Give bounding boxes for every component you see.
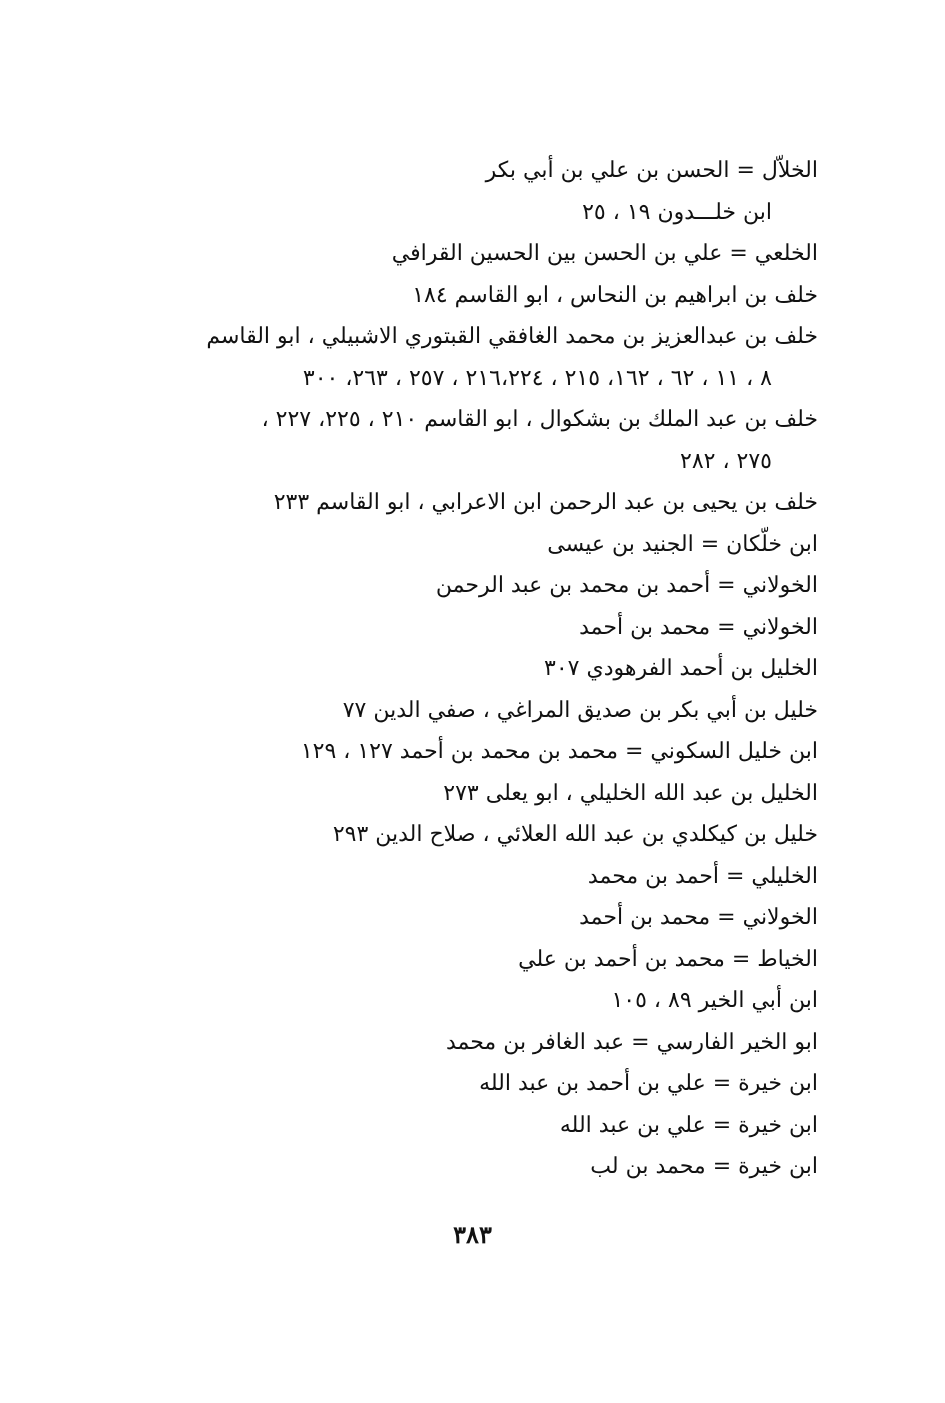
index-entry: ابن خليل السكوني = محمد بن محمد بن أحمد ١٢٧ ، ١٢٩ xyxy=(300,739,818,764)
index-entry: الخولاني = محمد بن أحمد xyxy=(579,614,818,640)
index-entry: الخليل بن عبد الله الخليلي ، ابو يعلى ٢٧٣ xyxy=(443,780,818,806)
index-entry: ابن خلّكان = الجنيد بن عيسى xyxy=(547,531,818,557)
index-entry: الخولاني = أحمد بن محمد بن عبد الرحمن xyxy=(435,573,818,598)
index-entry: خلف بن عبد الملك بن بشكوال ، ابو القاسم ٢١٠ ، ٢٢٥، ٢٢٧ ، xyxy=(261,407,818,432)
index-entries xyxy=(150,150,818,1188)
index-entry: الخليلي = أحمد بن محمد xyxy=(587,863,818,889)
index-entry: الخليل بن أحمد الفرهودي ٣٠٧ xyxy=(544,656,818,681)
index-entry: خليل بن أبي بكر بن صديق المراغي ، صفي الدين ٧٧ xyxy=(342,697,818,723)
index-entry: ابن خيرة = علي بن أحمد بن عبد الله xyxy=(479,1071,818,1096)
index-entry: ابن خيرة = محمد بن لب xyxy=(590,1154,818,1179)
index-entry-continuation: ٨ ، ١١ ، ٦٢ ، ١٦٢، ٢١٥ ، ٢١٦،٢٢٤ ، ٢٥٧ ، ٢٦٣، ٣٠٠ xyxy=(302,365,772,391)
index-entry: خلف بن ابراهيم بن النحاس ، ابو القاسم ١٨٤ xyxy=(412,282,818,308)
index-entry: الخولاني = محمد بن أحمد xyxy=(579,905,818,930)
index-entry: ابن خيرة = علي بن عبد الله xyxy=(559,1112,818,1138)
index-entry: ابن خلـــدون ١٩ ، ٢٥ xyxy=(582,199,772,225)
index-entry: خلف بن يحيى بن عبد الرحمن ابن الاعرابي ، ابو القاسم ٢٣٣ xyxy=(273,490,818,515)
index-entry: ابو الخير الفارسي = عبد الغافر بن محمد xyxy=(445,1029,818,1055)
index-entry-continuation: ٢٧٥ ، ٢٨٢ xyxy=(680,448,772,474)
index-entry: الخلاّل = الحسن بن علي بن أبي بكر xyxy=(485,158,818,183)
index-entry: خليل بن كيكلدي بن عبد الله العلائي ، صلاح الدين ٢٩٣ xyxy=(332,822,818,847)
index-entry: الخلعي = علي بن الحسن بين الحسين القرافي xyxy=(391,241,818,266)
index-entry: خلف بن عبدالعزيز بن محمد الغافقي القبتوري الاشبيلي ، ابو القاسم xyxy=(206,324,818,349)
page-number: ٣٨٣ xyxy=(453,1220,492,1249)
index-entry: ابن أبي الخير ٨٩ ، ١٠٥ xyxy=(611,988,818,1013)
index-entry: الخياط = محمد بن أحمد بن علي xyxy=(518,946,818,972)
